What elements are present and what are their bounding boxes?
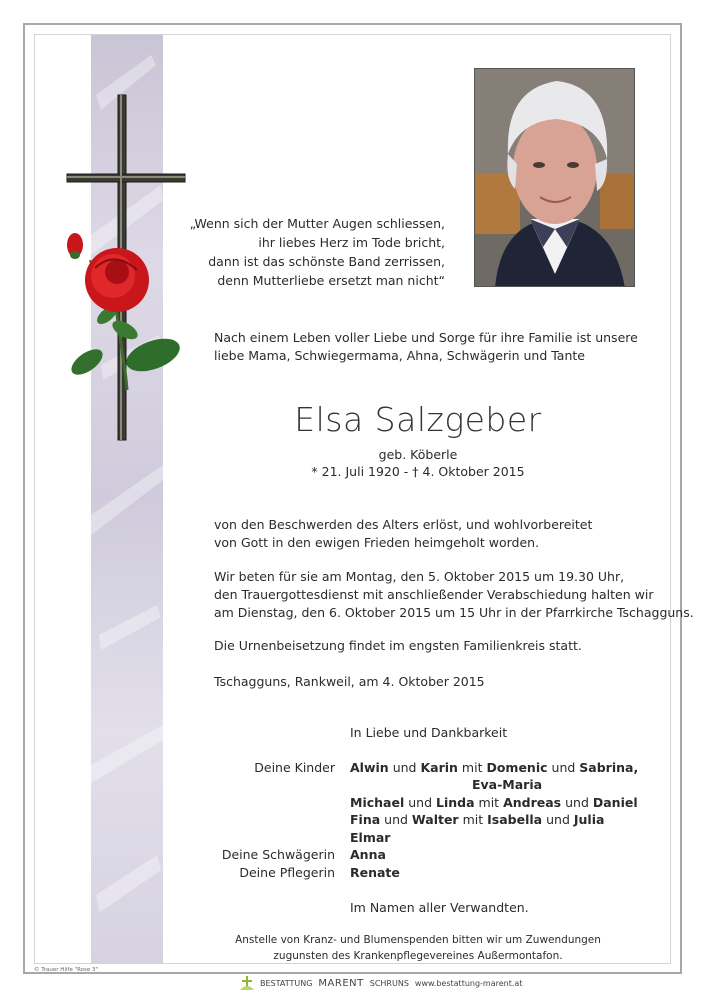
donation-note (214, 932, 622, 964)
connector: und (551, 760, 576, 775)
portrait-photo (474, 68, 635, 287)
family-name: Elmar (350, 830, 391, 845)
kinder-line-2 (350, 795, 638, 810)
connector: und (565, 795, 589, 810)
paragraph-line: Wir beten für sie am Montag, den 5. Oktober 2015 um 19.30 Uhr, (214, 569, 625, 584)
greeting: In Liebe und Dankbarkeit (350, 725, 508, 740)
family-name: Fina (350, 812, 381, 827)
birth-name: geb. Köberle (378, 447, 458, 462)
connector: mit (478, 795, 500, 810)
kinder-line-1 (350, 760, 638, 775)
family-name: Daniel (592, 795, 638, 810)
kinder-line-3 (350, 812, 604, 827)
connector: und (392, 760, 417, 775)
pflegerin-name (350, 865, 400, 880)
brand-prefix: BESTATTUNG (260, 978, 313, 988)
connector: und (546, 812, 570, 827)
kinder-line-4 (350, 830, 390, 845)
connector: mit (461, 760, 483, 775)
connector: mit (462, 812, 484, 827)
place-date: Tschagguns, Rankweil, am 4. Oktober 2015 (214, 674, 485, 689)
funeral-home-brand (240, 976, 522, 990)
brand-name: MARENT (318, 977, 364, 989)
family-name: Alwin (350, 760, 389, 775)
connector: und (408, 795, 432, 810)
family-name: Andreas (503, 795, 562, 810)
image-credit: © Trauer Hilfe "Rose 3" (34, 967, 99, 973)
brand-url[interactable]: www.bestattung-marent.at (414, 978, 523, 988)
quote-line: denn Mutterliebe ersetzt man nicht“ (217, 273, 445, 288)
paragraph-2 (214, 568, 694, 622)
brand-place: SCHRUNS (369, 978, 409, 988)
kinder-line-1b (472, 777, 542, 792)
quote-line: dann ist das schönste Band zerrissen, (208, 254, 445, 269)
paragraph-1 (214, 516, 592, 552)
family-name: Julia (573, 812, 605, 827)
intro-line: liebe Mama, Schwiegermama, Ahna, Schwägerin und Tante (214, 348, 585, 363)
connector: und (384, 812, 408, 827)
bestattung-logo-icon (240, 976, 254, 990)
paragraph-line: von Gott in den ewigen Frieden heimgeholt worden. (214, 535, 540, 550)
family-name: Linda (435, 795, 475, 810)
family-name: Karin (420, 760, 458, 775)
family-name: Michael (350, 795, 405, 810)
deceased-name: Elsa Salzgeber (294, 400, 542, 439)
intro-text (214, 329, 638, 365)
schwaegerin-label: Deine Schwägerin (221, 847, 335, 862)
family-name: Renate (350, 865, 400, 880)
life-dates: * 21. Juli 1920 - † 4. Oktober 2015 (311, 464, 525, 479)
family-name: Domenic (486, 760, 548, 775)
family-name: Sabrina, (579, 760, 639, 775)
family-name: Anna (350, 847, 386, 862)
schwaegerin-name (350, 847, 386, 862)
family-name: Isabella (487, 812, 543, 827)
quote-line: ihr liebes Herz im Tode bricht, (258, 235, 445, 250)
closing-line: Im Namen aller Verwandten. (350, 900, 529, 915)
pflegerin-label: Deine Pflegerin (239, 865, 335, 880)
quote-block (145, 214, 445, 290)
paragraph-3: Die Urnenbeisetzung findet im engsten Familienkreis statt. (214, 638, 582, 653)
paragraph-line: von den Beschwerden des Alters erlöst, und wohlvorbereitet (214, 517, 593, 532)
family-name: Eva-Maria (472, 777, 543, 792)
intro-line: Nach einem Leben voller Liebe und Sorge für ihre Familie ist unsere (214, 330, 638, 345)
paragraph-line: am Dienstag, den 6. Oktober 2015 um 15 Uhr in der Pfarrkirche Tschagguns. (214, 605, 694, 620)
paragraph-line: den Trauergottesdienst mit anschließender Verabschiedung halten wir (214, 587, 654, 602)
note-line: zugunsten des Krankenpflegevereines Außermontafon. (273, 950, 563, 962)
kinder-label: Deine Kinder (254, 760, 335, 775)
quote-line: „Wenn sich der Mutter Augen schliessen, (189, 216, 445, 231)
family-name: Walter (411, 812, 459, 827)
note-line: Anstelle von Kranz- und Blumenspenden bitten wir um Zuwendungen (235, 934, 601, 946)
